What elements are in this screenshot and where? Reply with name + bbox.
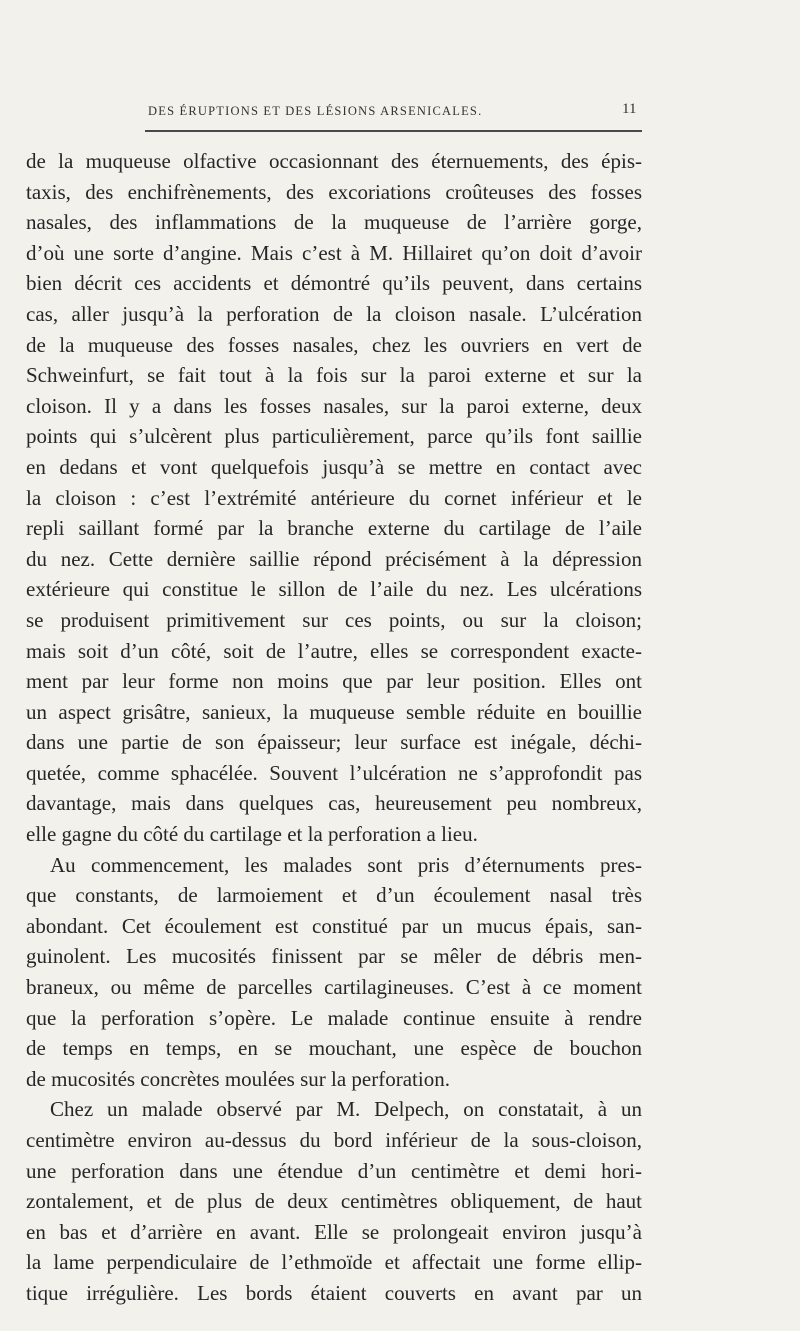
text-line: taxis, des enchifrènements, des excoriations croûteuses des fosses <box>26 179 642 204</box>
text-line: que la perforation s’opère. Le malade continue ensuite à rendre <box>26 1005 642 1030</box>
text-line: du nez. Cette dernière saillie répond précisément à la dépression <box>26 546 642 571</box>
text-line: la cloison : c’est l’extrémité antérieure du cornet inférieur et le <box>26 485 642 510</box>
text-line: elle gagne du côté du cartilage et la perforation a lieu. <box>26 822 478 847</box>
text-line: ment par leur forme non moins que par leur position. Elles ont <box>26 669 642 694</box>
text-line: dans une partie de son épaisseur; leur surface est inégale, déchi- <box>26 730 642 755</box>
running-title: DES ÉRUPTIONS ET DES LÉSIONS ARSENICALES. <box>148 104 483 118</box>
text-line: Au commencement, les malades sont pris d’éternuments pres- <box>50 852 642 877</box>
text-line: que constants, de larmoiement et d’un écoulement nasal très <box>26 883 642 908</box>
text-line: braneux, ou même de parcelles cartilagineuses. C’est à ce moment <box>26 975 642 1000</box>
text-line: cloison. Il y a dans les fosses nasales, sur la paroi externe, deux <box>26 393 642 418</box>
text-line: tique irrégulière. Les bords étaient couverts en avant par un <box>26 1280 642 1305</box>
text-line: zontalement, et de plus de deux centimètres obliquement, de haut <box>26 1189 642 1214</box>
text-line: mais soit d’un côté, soit de l’autre, elles se correspondent exacte- <box>26 638 642 663</box>
text-line: la lame perpendiculaire de l’ethmoïde et affectait une forme ellip- <box>26 1250 642 1275</box>
text-line: cas, aller jusqu’à la perforation de la cloison nasale. L’ulcération <box>26 301 642 326</box>
text-line: se produisent primitivement sur ces points, ou sur la cloison; <box>26 607 642 632</box>
text-line: de la muqueuse olfactive occasionnant des éternuements, des épis- <box>26 149 642 173</box>
text-line: extérieure qui constitue le sillon de l’aile du nez. Les ulcérations <box>26 577 642 602</box>
text-line: en bas et d’arrière en avant. Elle se prolongeait environ jusqu’à <box>26 1219 642 1244</box>
text-line: centimètre environ au-dessus du bord inférieur de la sous-cloison, <box>26 1128 642 1152</box>
text-line: d’où une sorte d’angine. Mais c’est à M. Hillairet qu’on doit d’avoir <box>26 240 642 265</box>
text-line: points qui s’ulcèrent plus particulièrement, parce qu’ils font saillie <box>26 424 642 449</box>
text-line: quetée, comme sphacélée. Souvent l’ulcération ne s’approfondit pas <box>26 760 642 785</box>
text-line: guinolent. Les mucosités finissent par se mêler de débris men- <box>26 944 642 969</box>
text-line: de la muqueuse des fosses nasales, chez les ouvriers en vert de <box>26 332 642 357</box>
body-text <box>26 146 642 1309</box>
text-line: abondant. Cet écoulement est constitué par un mucus épais, san- <box>26 913 642 938</box>
text-line: davantage, mais dans quelques cas, heureusement peu nombreux, <box>26 791 642 816</box>
text-line: un aspect grisâtre, sanieux, la muqueuse semble réduite en bouillie <box>26 699 642 724</box>
page-number: 11 <box>622 101 637 117</box>
text-line: bien décrit ces accidents et démontré qu’ils peuvent, dans certains <box>26 271 642 296</box>
header-rule <box>145 130 642 132</box>
text-line: de mucosités concrètes moulées sur la perforation. <box>26 1066 450 1091</box>
text-line: repli saillant formé par la branche externe du cartilage de l’aile <box>26 516 642 541</box>
text-line: une perforation dans une étendue d’un centimètre et demi hori- <box>26 1158 642 1183</box>
text-line: nasales, des inflammations de la muqueuse de l’arrière gorge, <box>26 210 642 235</box>
text-line: Schweinfurt, se fait tout à la fois sur la paroi externe et sur la <box>26 363 642 388</box>
text-line: en dedans et vont quelquefois jusqu’à se mettre en contact avec <box>26 454 642 479</box>
text-line: de temps en temps, en se mouchant, une espèce de bouchon <box>26 1036 642 1061</box>
text-line: Chez un malade observé par M. Delpech, on constatait, à un <box>50 1097 642 1122</box>
